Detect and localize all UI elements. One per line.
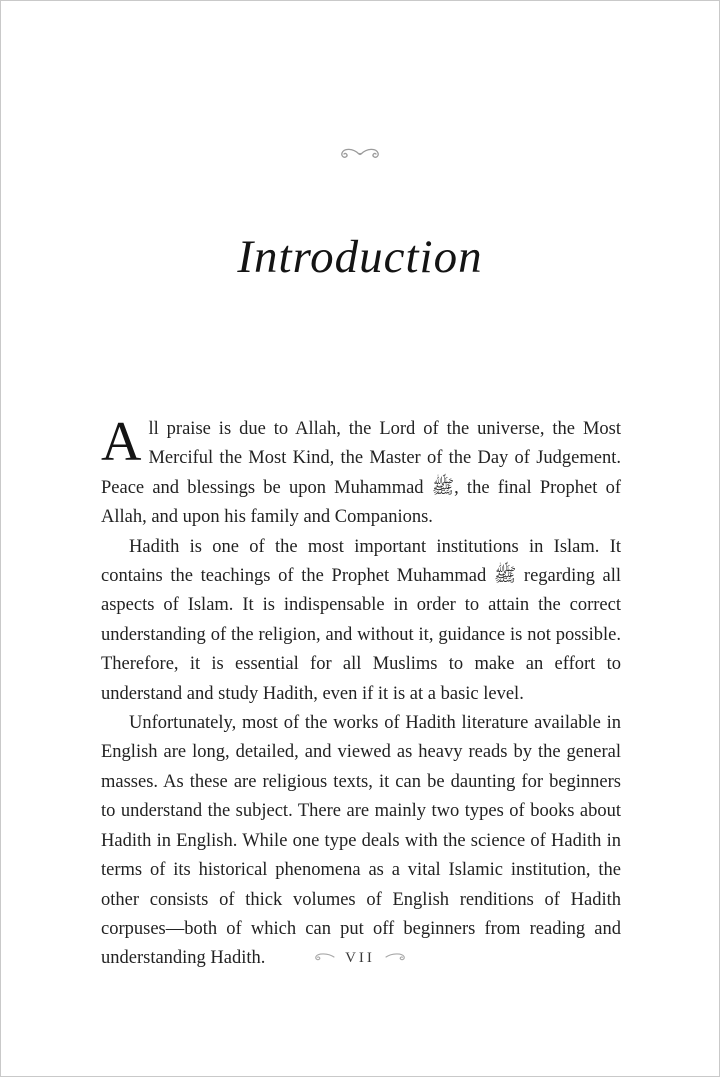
paragraph-text: Unfortunately, most of the works of Hadith literature available in English are long, detailed, and viewed as heavy reads by the general masses. As these are religious texts, it can be daunting for beginners to understand the subject. There are mainly two types of books about Hadith in English. While one type deals with the science of Hadith in terms of its historical phenomena as a vital Islamic institution, the other consists of thick volumes of English renditions of Hadith corpuses—both of which can put off beginners from reading and understanding Hadith.	[101, 713, 621, 969]
footer-ornament-right-icon	[385, 949, 407, 967]
paragraph	[101, 709, 621, 974]
top-ornament	[1, 145, 719, 163]
drop-cap: A	[101, 411, 142, 473]
paragraph	[101, 411, 621, 533]
footer-ornament-left-icon	[313, 949, 335, 967]
page-number: VII	[345, 949, 375, 966]
page-footer	[1, 949, 719, 967]
body-text	[101, 411, 621, 974]
paragraph-text: Hadith is one of the most important institutions in Islam. It contains the teachings of the Prophet Muhammad ﷺ regarding all aspects of Islam. It is indispensable in order to attain the correct understanding of the religion, and without it, guidance is not possible. Therefore, it is essential for all Muslims to make an effort to understand and study Hadith, even if it is at a basic level.	[101, 536, 621, 704]
paragraph-text: ll praise is due to Allah, the Lord of the universe, the Most Merciful the Most Kind, the Master of the Day of Judgement. Peace and blessings be upon Muhammad ﷺ, the final Prophet of Allah, and upon his family and Companions.	[101, 419, 621, 528]
paragraph	[101, 533, 621, 709]
swirl-flourish-icon	[337, 145, 383, 162]
page-title: Introduction	[237, 231, 483, 284]
